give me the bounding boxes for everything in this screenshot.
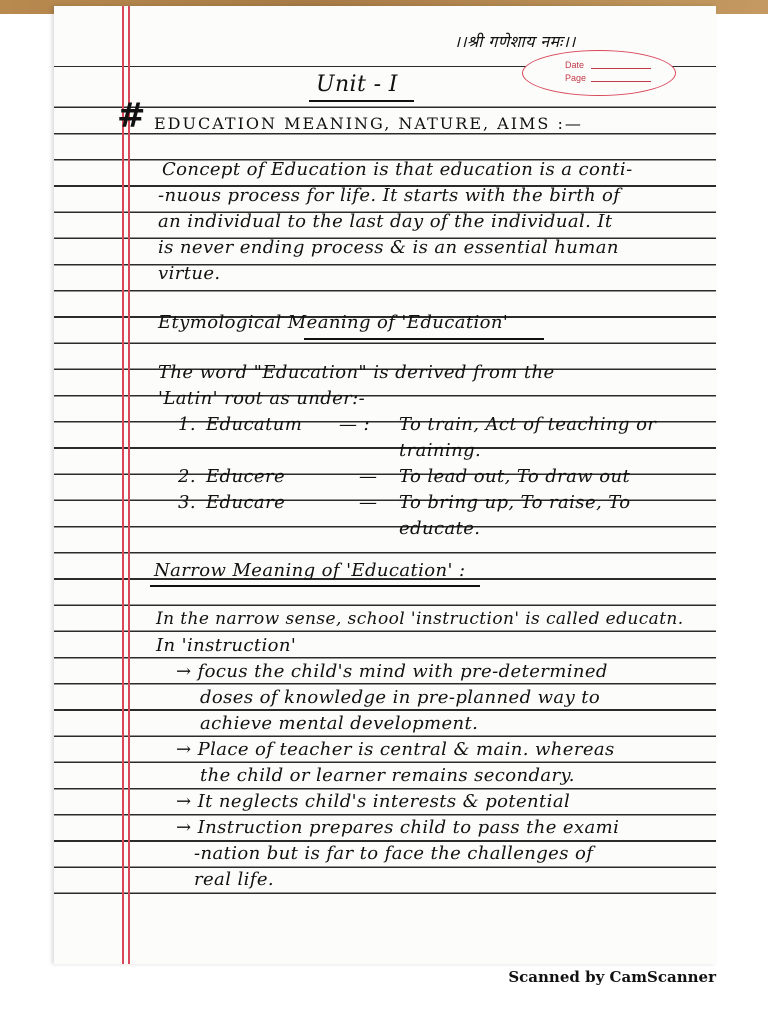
- point-2-line-1: → Place of teacher is central & main. whereas: [176, 739, 615, 760]
- root-3-term: Educare: [206, 492, 286, 513]
- root-1-num: 1.: [178, 414, 196, 435]
- section-heading: EDUCATION MEANING, NATURE, AIMS :—: [154, 114, 583, 133]
- root-2-num: 2.: [178, 466, 196, 487]
- unit-title: Unit - I: [316, 72, 398, 97]
- root-3-num: 3.: [178, 492, 196, 513]
- root-3-sep: —: [359, 492, 378, 513]
- point-1-line-1: → focus the child's mind with pre-determined: [176, 661, 608, 682]
- root-1-meaning-2: training.: [399, 440, 482, 461]
- header-invocation: ।।श्री गणेशाय नमः।।: [454, 32, 576, 51]
- point-2-line-2: the child or learner remains secondary.: [200, 765, 575, 786]
- scanner-watermark: Scanned by CamScanner: [508, 968, 716, 986]
- margin-line-left: [122, 6, 124, 964]
- root-2-term: Educere: [206, 466, 286, 487]
- concept-line-2: -nuous process for life. It starts with the birth of: [158, 185, 621, 206]
- root-2-sep: —: [359, 466, 378, 487]
- root-3-meaning-1: To bring up, To raise, To: [399, 492, 631, 513]
- narrow-heading-underline: [150, 585, 480, 587]
- etymology-heading: Etymological Meaning of 'Education': [158, 312, 509, 333]
- root-2-meaning-1: To lead out, To draw out: [399, 466, 631, 487]
- root-3-meaning-2: educate.: [399, 518, 481, 539]
- point-3-line-1: → It neglects child's interests & potential: [176, 791, 571, 812]
- point-4-line-1: → Instruction prepares child to pass the exami: [176, 817, 620, 838]
- section-marker: #: [117, 96, 146, 136]
- etymology-intro-1: The word "Education" is derived from the: [158, 362, 555, 383]
- narrow-heading: Narrow Meaning of 'Education' :: [154, 560, 466, 581]
- root-1-sep: — :: [339, 414, 370, 435]
- margin-line-right: [128, 6, 130, 964]
- root-1-meaning-1: To train, Act of teaching or: [399, 414, 657, 435]
- unit-title-underline: [309, 100, 414, 102]
- point-4-line-2: -nation but is far to face the challenges of: [194, 843, 594, 864]
- concept-line-4: is never ending process & is an essential human: [158, 237, 619, 258]
- etymology-intro-2: 'Latin' root as under:-: [158, 388, 366, 409]
- point-1-line-3: achieve mental development.: [200, 713, 479, 734]
- concept-line-1: Concept of Education is that education is a conti-: [162, 159, 633, 180]
- page-label: Page: [565, 73, 587, 83]
- point-1-line-2: doses of knowledge in pre-planned way to: [200, 687, 601, 708]
- concept-line-3: an individual to the last day of the individual. It: [158, 211, 613, 232]
- root-1-term: Educatum: [206, 414, 303, 435]
- etymology-heading-underline: [304, 338, 544, 340]
- narrow-intro-2: In 'instruction': [156, 635, 297, 656]
- narrow-intro-1: In the narrow sense, school 'instruction' is called educatn.: [156, 609, 684, 629]
- notebook-paper: [54, 6, 716, 964]
- date-label: Date: [565, 60, 585, 70]
- point-4-line-3: real life.: [194, 869, 275, 890]
- date-page-stamp: [522, 50, 676, 96]
- concept-line-5: virtue.: [158, 263, 221, 284]
